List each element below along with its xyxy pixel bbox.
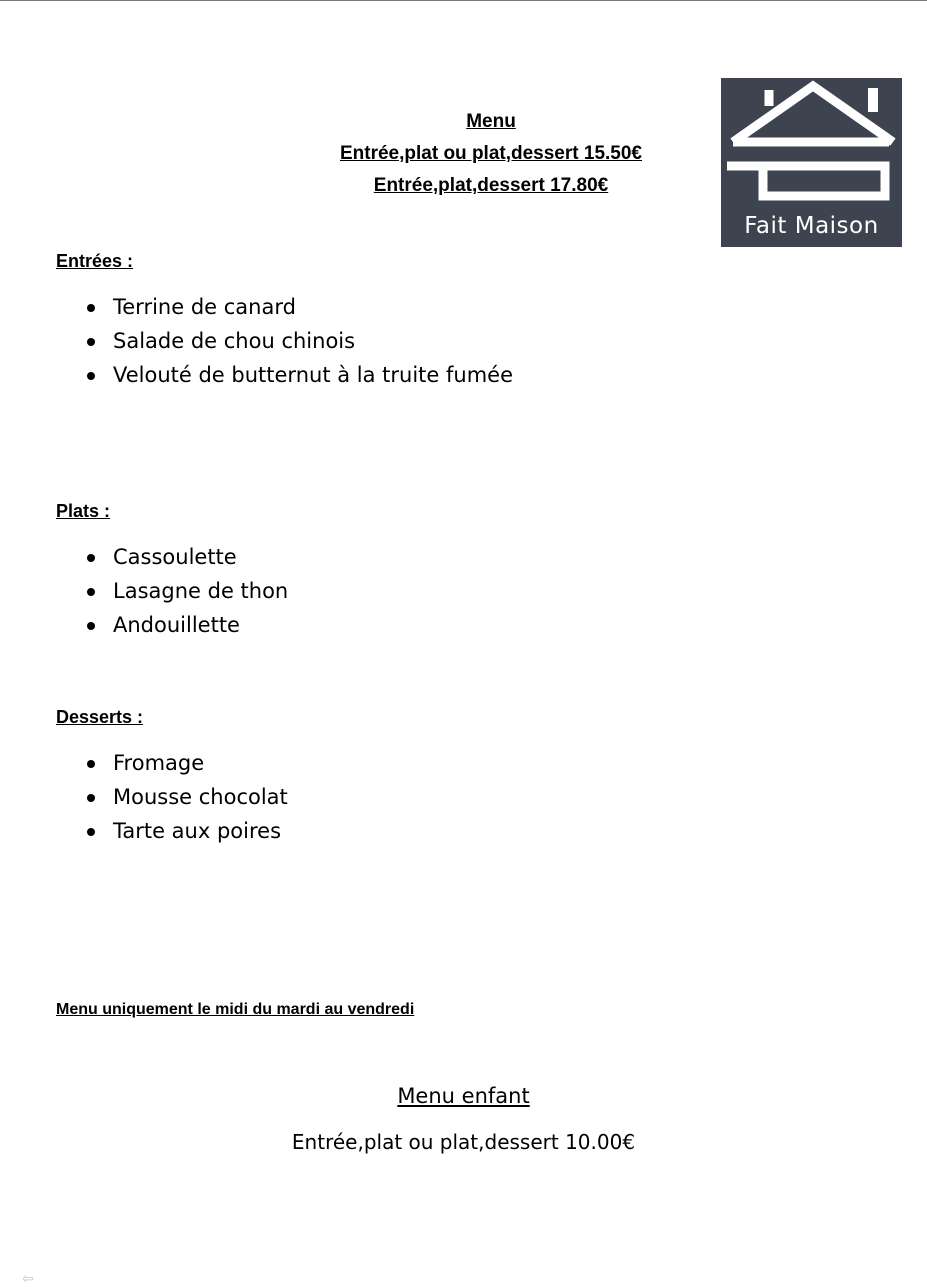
list-item [56,746,288,780]
menu-price-line-2: Entrée,plat,dessert 17.80€ [373,175,609,196]
lunch-only-note: Menu uniquement le midi du mardi au vendredi [56,1001,415,1018]
section-title: Entrées : [56,251,134,271]
menu-price-line-1: Entrée,plat ou plat,dessert 15.50€ [339,143,642,164]
fait-maison-logo [721,78,902,247]
top-border [0,0,927,1]
section-entrees [56,251,513,392]
section-desserts [56,707,288,848]
plats-list [56,540,288,642]
desserts-list [56,746,288,848]
list-item [56,324,513,358]
anchor-icon: ⇦ [22,1270,34,1286]
list-item [56,608,288,642]
bullet-icon [87,338,95,346]
entrees-list [56,290,513,392]
item-text: Lasagne de thon [113,579,289,603]
item-text: Fromage [113,751,205,775]
list-item [56,358,513,392]
bullet-icon [87,622,95,630]
list-item [56,814,288,848]
bullet-icon [87,760,95,768]
item-text: Cassoulette [113,545,237,569]
section-plats [56,501,288,642]
item-text: Terrine de canard [113,295,296,319]
item-text: Mousse chocolat [113,785,288,809]
item-text: Andouillette [113,613,240,637]
list-item [56,780,288,814]
item-text: Tarte aux poires [113,819,282,843]
bullet-icon [87,828,95,836]
bullet-icon [87,588,95,596]
list-item [56,574,288,608]
item-text: Velouté de butternut à la truite fumée [113,363,513,387]
list-item [56,290,513,324]
bullet-icon [87,554,95,562]
menu-title: Menu [466,111,516,132]
kids-menu-title: Menu enfant [397,1084,530,1108]
section-title: Plats : [56,501,111,521]
bullet-icon [87,794,95,802]
kids-menu-price: Entrée,plat ou plat,dessert 10.00€ [291,1130,636,1154]
logo-label: Fait Maison [744,213,879,239]
bullet-icon [87,304,95,312]
list-item [56,540,288,574]
item-text: Salade de chou chinois [113,329,356,353]
bullet-icon [87,372,95,380]
menu-header [200,106,782,202]
section-title: Desserts : [56,707,144,727]
